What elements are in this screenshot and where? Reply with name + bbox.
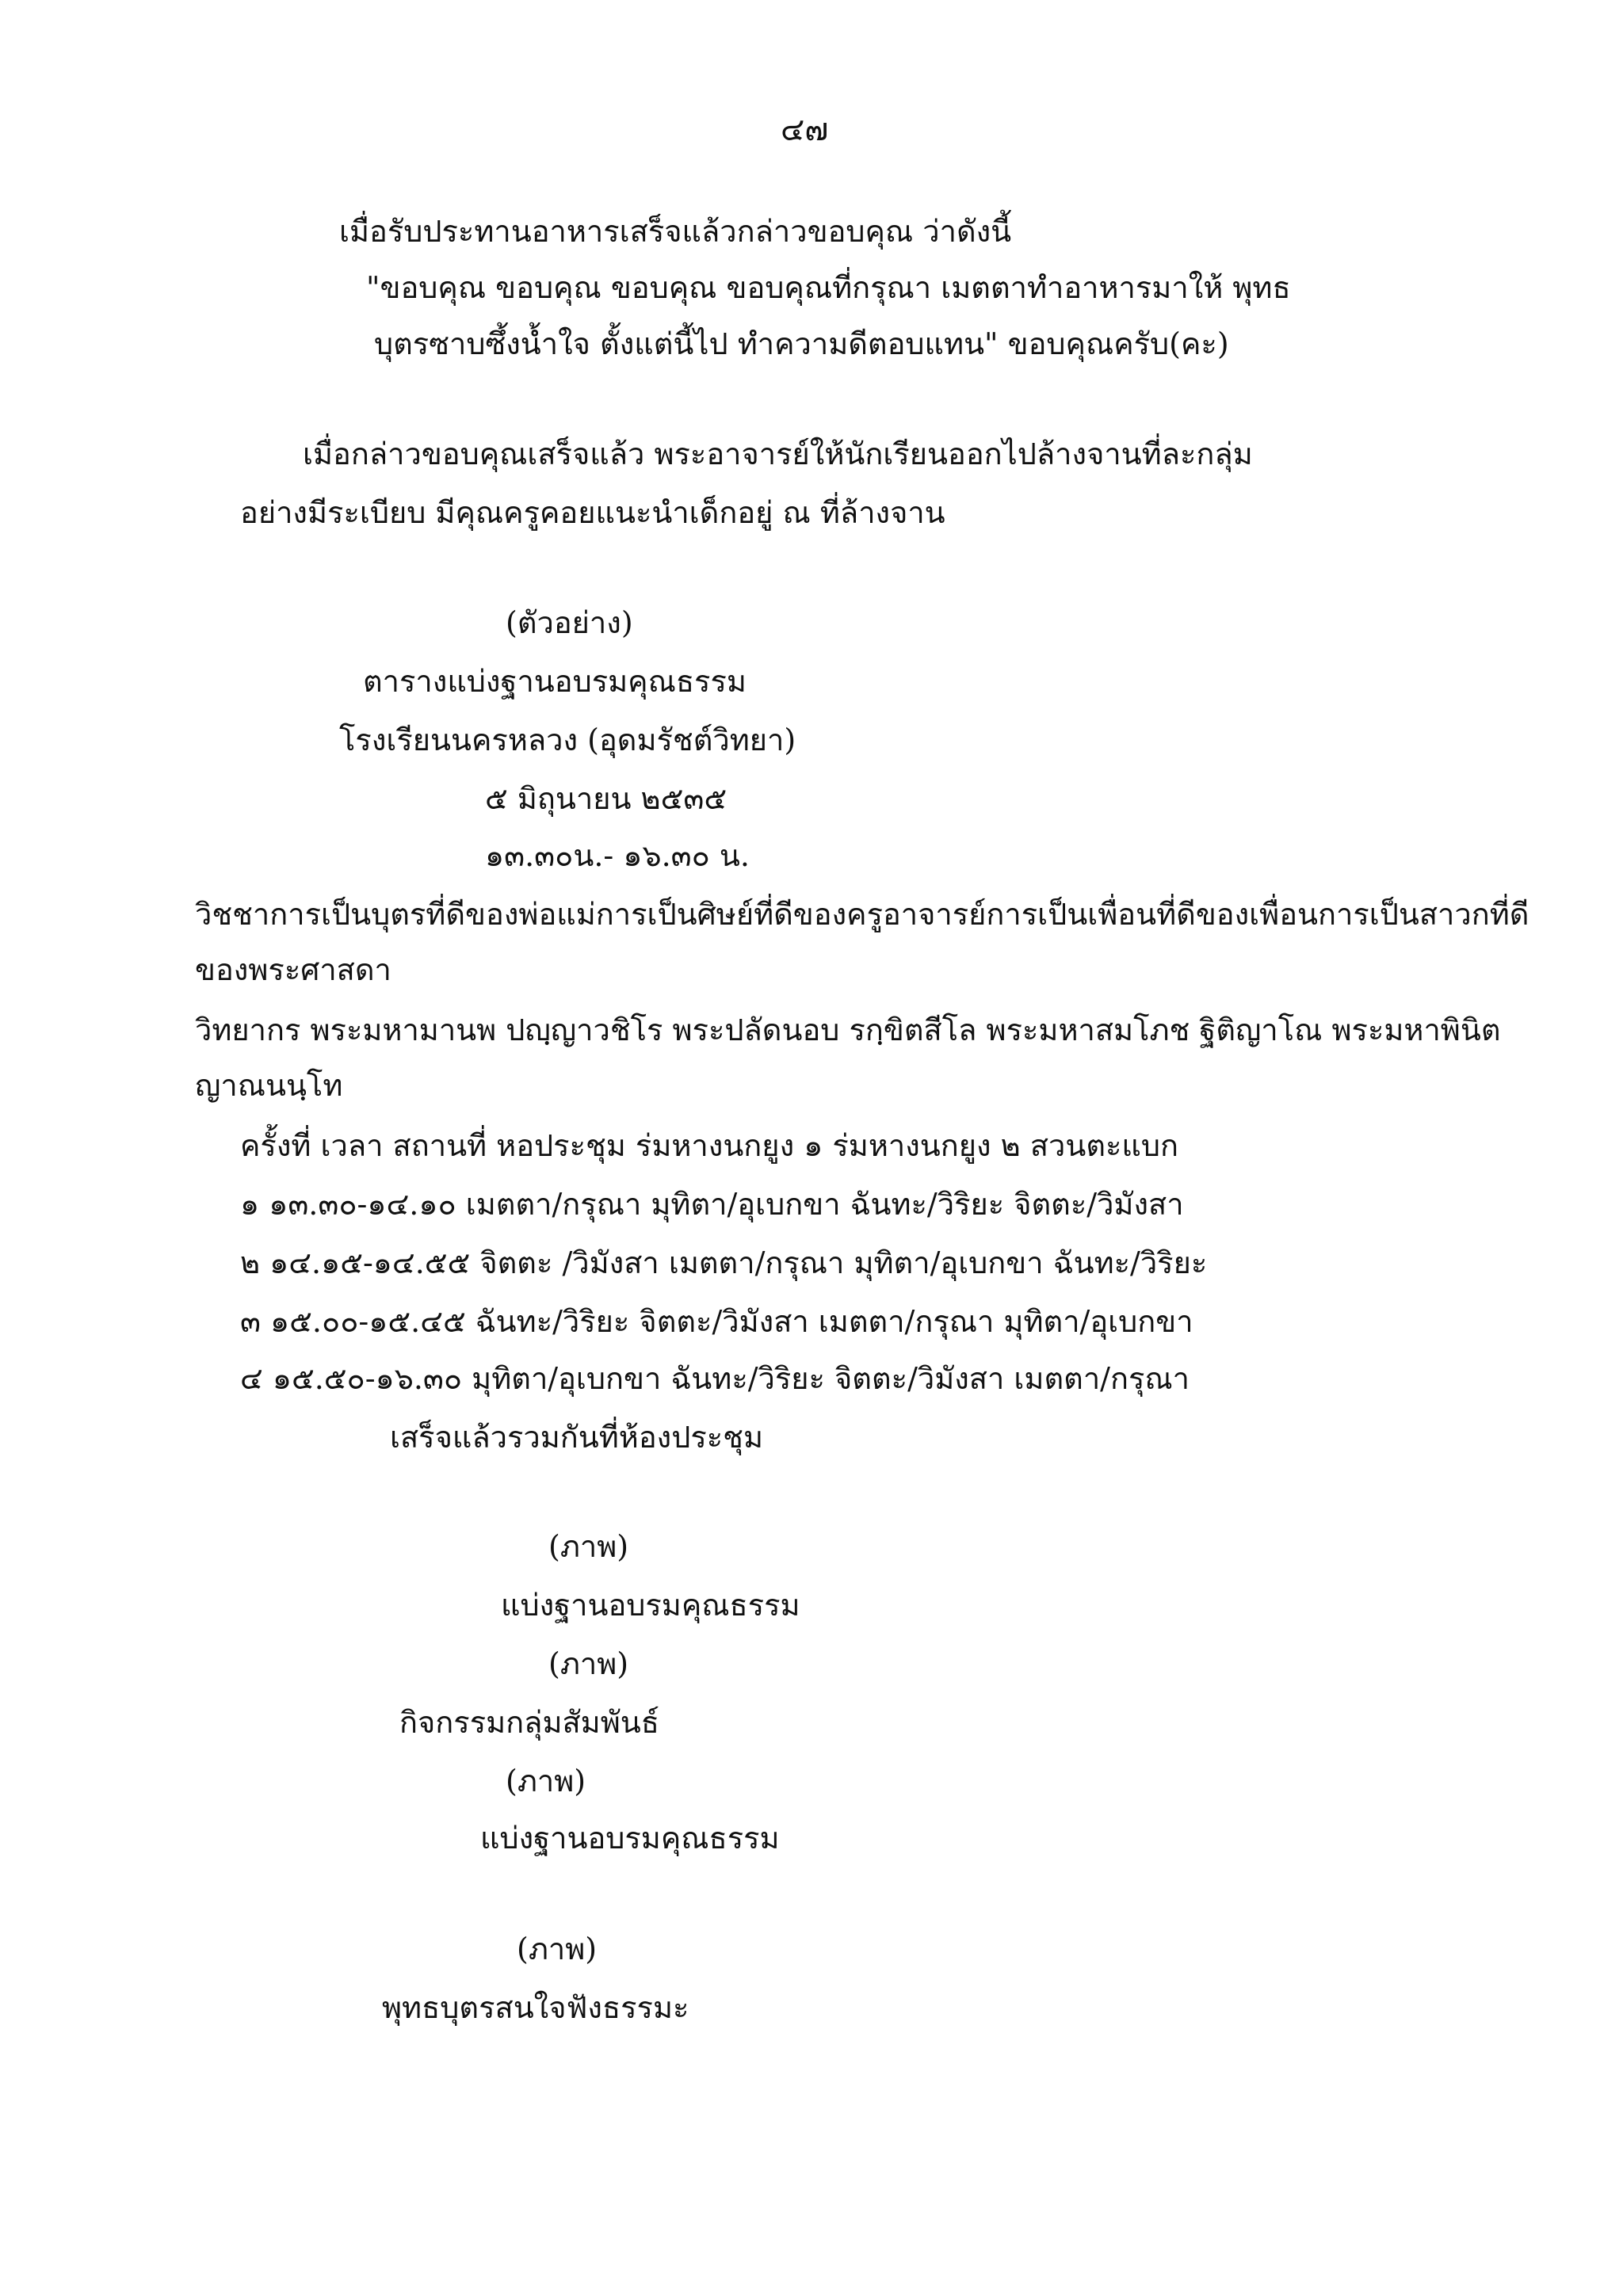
example-label: (ตัวอย่าง) xyxy=(506,605,633,640)
dishwashing-line-1: เมื่อกล่าวขอบคุณเสร็จแล้ว พระอาจารย์ให้นักเรียนออกไปล้างจานที่ละกลุ่ม xyxy=(303,437,1253,471)
speakers-line-2: ญาณนนฺโท xyxy=(195,1068,343,1103)
schedule-row: ๔ ๑๕.๕๐-๑๖.๓๐ มุทิตา/อุเบกขา ฉันทะ/วิริยะ จิตตะ/วิมังสา เมตตา/กรุณา xyxy=(240,1361,1190,1396)
schedule-row: ๒ ๑๔.๑๕-๑๔.๕๕ จิตตะ /วิมังสา เมตตา/กรุณา มุทิตา/อุเบกขา ฉันทะ/วิริยะ xyxy=(240,1245,1208,1280)
subject-line-2: ของพระศาสดา xyxy=(195,952,391,987)
schedule-table-header: ครั้งที่ เวลา สถานที่ หอประชุม ร่มหางนกยูง ๑ ร่มหางนกยูง ๒ สวนตะแบก xyxy=(240,1128,1179,1163)
figure-label: (ภาพ) xyxy=(517,1932,598,1966)
speakers-line-1: วิทยากร พระมหามานพ ปญฺญาวชิโร พระปลัดนอบ รกฺขิตสีโล พระมหาสมโภช ฐิติญาโณ พระมหาพินิต xyxy=(195,1013,1501,1047)
dishwashing-line-2: อย่างมีระเบียบ มีคุณครูคอยแนะนำเด็กอยู่ ณ ที่ล้างจาน xyxy=(240,495,945,530)
figure-caption: แบ่งฐานอบรมคุณธรรม xyxy=(501,1588,800,1623)
schedule-closing: เสร็จแล้วรวมกันที่ห้องประชุม xyxy=(390,1420,764,1455)
figure-label: (ภาพ) xyxy=(506,1764,586,1798)
figure-label: (ภาพ) xyxy=(548,1646,629,1681)
subject-line-1: วิชชาการเป็นบุตรที่ดีของพ่อแม่การเป็นศิษย์ที่ดีของครูอาจารย์การเป็นเพื่อนที่ดีของเพื่อนการเป็นสาวกที่ดี xyxy=(195,897,1529,932)
schedule-time: ๑๓.๓๐น.- ๑๖.๓๐ น. xyxy=(485,838,750,873)
schedule-date: ๕ มิถุนายน ๒๕๓๕ xyxy=(485,781,727,816)
thanks-quote-line-2: บุตรซาบซึ้งน้ำใจ ตั้งแต่นี้ไป ทำความดีตอบแทน" ขอบคุณครับ(คะ) xyxy=(374,326,1229,361)
figure-caption: พุทธบุตรสนใจฟังธรรมะ xyxy=(382,1990,689,2025)
figure-label: (ภาพ) xyxy=(548,1529,629,1564)
schedule-row: ๑ ๑๓.๓๐-๑๔.๑๐ เมตตา/กรุณา มุทิตา/อุเบกขา ฉันทะ/วิริยะ จิตตะ/วิมังสา xyxy=(240,1187,1184,1222)
figure-caption: แบ่งฐานอบรมคุณธรรม xyxy=(480,1821,780,1855)
schedule-title: ตารางแบ่งฐานอบรมคุณธรรม xyxy=(363,664,747,699)
figure-caption: กิจกรรมกลุ่มสัมพันธ์ xyxy=(399,1705,659,1740)
thanks-quote-line-1: "ขอบคุณ ขอบคุณ ขอบคุณ ขอบคุณที่กรุณา เมตตาทำอาหารมาให้ พุทธ xyxy=(366,270,1291,305)
page-number: ๔๗ xyxy=(781,112,829,148)
thanks-intro: เมื่อรับประทานอาหารเสร็จแล้วกล่าวขอบคุณ ว่าดังนี้ xyxy=(339,214,1012,249)
school-name: โรงเรียนนครหลวง (อุดมรัชต์วิทยา) xyxy=(339,723,796,757)
schedule-row: ๓ ๑๕.๐๐-๑๕.๔๕ ฉันทะ/วิริยะ จิตตะ/วิมังสา เมตตา/กรุณา มุทิตา/อุเบกขา xyxy=(240,1304,1193,1339)
